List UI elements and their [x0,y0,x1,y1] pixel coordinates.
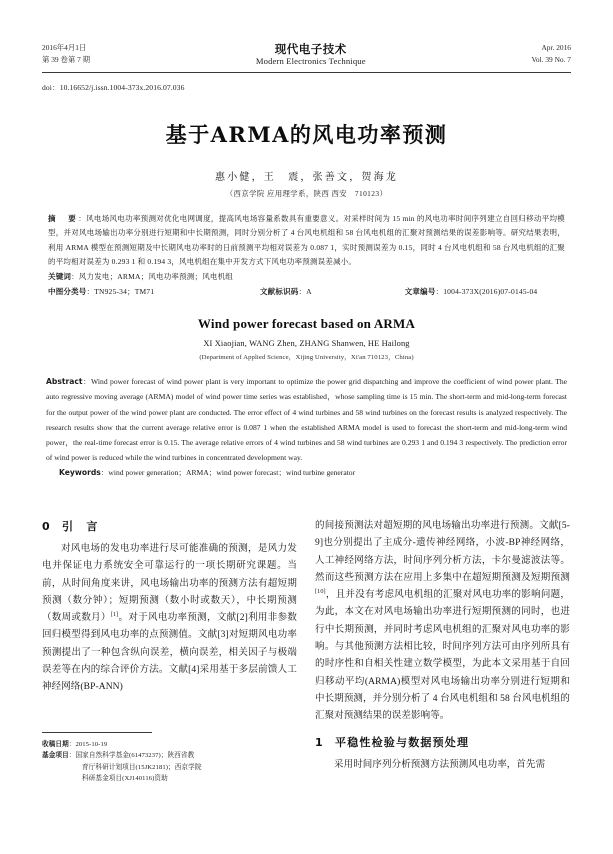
section-heading-1 [315,734,570,750]
header-divider [42,72,571,73]
section-title-intro: 引 言 [62,520,99,533]
right-text-a: 的间接预测法对超短期的风电场输出功率进行预测。文献[5-9]也分别提出了主成分-遗传神经网络，小波-BP神经网络，人工神经网络方法，时间序列分析方法，卡尔曼滤波法等。然而这些预测方法在应用上多集中在超短期预测及短期预测 [315,521,570,583]
section-title-1: 平稳性检验与数据预处理 [335,736,470,750]
clc-label: 中图分类号 [48,286,87,296]
fund-label: 基金项目 [42,751,69,760]
fund-line-2: 育厅科研计划项目(15JK2181)；西京学院 [82,763,202,771]
keywords-cn-label: 关键词 [48,272,72,282]
article-number-value: ：1004-373X(2016)07-0145-04 [435,286,538,296]
intro-text-b: 。对于风电功率预测，文献[2]利用非参数回归模型得到风电功率的点预测值。文献[3]对短期风电功率预测提出了一种包含纵向误差，横向误差，相关因子与极端误差等在内的综合评价方法。文献[4]采用基于多层前馈人工神经网络(BP-ANN) [42,613,298,693]
abstract-en [42,374,571,465]
abstract-en-text: ：Wind power forecast of wind power plant is very important to optimize the power grid dispatching and improve the coefficient of wind power plant. The auto regressive moving average (ARMA) model of wind power time series was established，whose sampling time is 15 min. The short-term and mid-long-term forecast for the output power of the wind power plant are conducted. The error effect of 4 wind turbines and 58 wind turbines on the forecast results is analyzed respectively. The research results show that the current average relative error is 0.087 1 when the established ARMA model is used to forecast the short-term and mid-long-term wind power，the real-time forecast error is 0.15. The average relative errors of 4 wind turbines and 58 wind turbines are 0.293 1 and 0.194 3 respectively. The prediction error of wind power is reduced while the wind turbines in concentrated development way. [46,377,567,463]
keywords-en-text: ：wind power generation；ARMA；wind power forecast；wind turbine generator [100,468,356,478]
received-date-value: ：2015-10-19 [68,741,108,748]
fund-text-1: ：国家自然科学基金(61473237)；陕西省教 [68,752,195,760]
footnote-block [42,732,272,784]
received-date-line [42,739,272,750]
intro-text-a: 对风电场的发电功率进行尽可能准确的预测，是风力发电并保证电力系统安全可靠运行的一项长期研究课题。当前，从时间角度来讲，风电场输出功率的预测方法有超短期预测（数分钟）；短期预测（数小时或数天），中长期预测（数周或数月） [42,544,297,624]
column-right [315,518,570,775]
volume-issue: 第 39 卷第 7 期 [42,55,91,65]
keywords-en [42,465,571,480]
abstract-cn [42,212,571,271]
keywords-cn-text: ：风力发电；ARMA；风电功率预测；风电机组 [71,272,234,282]
running-head [42,0,571,68]
column-left [42,518,298,782]
intro-paragraph [42,541,297,697]
received-date-label: 收稿日期 [42,740,69,748]
abstract-cn-text: ：风电场风电功率预测对优化电网调度，提高风电场容量系数具有重要意义。对采样时间为 15 min 的风电功率时间序列建立自回归移动平均模型，并对风电场输出功率分别进行短期和中长期预测，同时分别分析了 4 台风电机组和 58 台风电机组的汇聚对预测结果的误差影响等。研究结果表明，利用 ARMA 模型在预测短期及中长期风电功率时的日前预测平均相对误差为 0.087 1，实时预测误差为 0.15，同时 4 台风电机组和 58 台风电机组的汇聚的平均相对误差为 0.293 1 和 0.194 3，风电机组在集中开发方式下风电功率预测误差减小。 [48,213,565,267]
citation-ref: [10] [315,587,326,595]
right-column-paragraph [315,518,570,725]
footnote-divider [42,732,152,733]
document-code-value: ：A [298,286,312,296]
classification-row [42,285,571,300]
journal-name-en: Modern Electronics Technique [255,56,366,67]
clc-number [48,285,260,300]
keywords-cn [42,270,571,285]
document-code-label: 文献标识码 [259,286,299,296]
affiliation-cn: （西京学院 应用理学系，陕西 西安 710123） [225,188,388,198]
document-code [260,285,405,300]
authors-cn: 惠小健，王 震，张善文，贺海龙 [215,171,398,183]
running-head-right [532,42,572,66]
citation-ref: [1] [110,610,119,618]
doi-line: doi：10.16652/j.issn.1004-373x.2016.07.036 [42,82,185,92]
issue-date-en: Apr. 2016 [541,43,571,52]
abstract-en-label: Abstract [46,377,83,387]
section-number-1: 1 [315,736,324,750]
journal-name-cn: 现代电子技术 [274,42,347,56]
body-columns [42,518,571,782]
paragraph [42,541,297,697]
keywords-en-label: Keywords [59,468,101,478]
clc-value: ：TN925-34；TM71 [86,286,155,296]
fund-line-3: 科研基金项目(XJ140116)资助 [82,774,168,782]
page-content-area [42,0,571,854]
abstract-cn-label: 摘 要 [48,213,79,223]
article-number-label: 文章编号 [404,286,436,296]
fund-line-1 [42,750,272,761]
section-number-intro: 0 [42,520,51,533]
right-text-b: ，且并没有考虑风电机组的汇聚对风电功率的影响问题，为此，本文在对风电场输出功率进行短期预测的同时，也进行中长期预测，并同时考虑风电机组的汇聚对风电功率的影响。与其他预测方法相比较，时间序列方法可由序列所具有的时序性和自相关性建立数学模型，为此本文采用基于自回归移动平均(ARMA)模型对风电场输出功率分别进行短期和中长期预测，并分别分析了 4 台风电机组和 58 台风电机组的汇聚对预测结果的误差影响等。 [315,590,570,722]
paragraph [315,518,570,725]
footnote-text [42,739,272,784]
paragraph: 采用时间序列分析预测方法预测风电功率，首先需 [334,760,546,771]
section1-paragraph [315,757,570,774]
section-heading-intro [42,518,297,534]
issue-date: 2016年4月1日 [42,43,87,52]
page-title: 基于ARMA的风电功率预测 [165,121,448,147]
article-number [405,285,565,300]
running-head-left [42,42,90,66]
authors-en: XI Xiaojian, WANG Zhen, ZHANG Shanwen, HE Hailong [203,339,410,349]
page-title-en: Wind power forecast based on ARMA [197,316,416,332]
volume-issue-en: Vol. 39 No. 7 [531,55,571,65]
affiliation-en: (Department of Applied Science，Xijing University，Xi'an 710123，China) [199,354,414,362]
running-head-center [90,42,531,68]
